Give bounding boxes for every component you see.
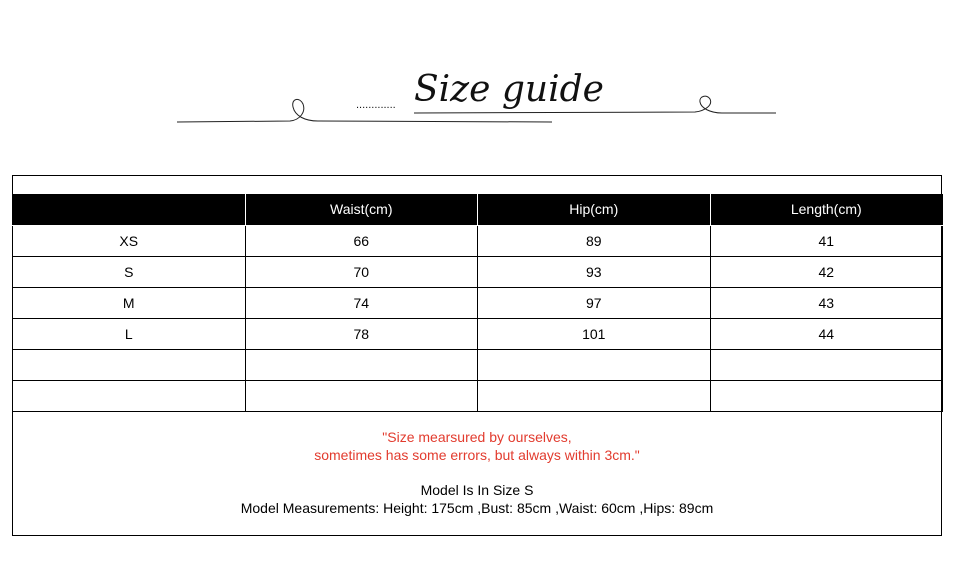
- length-cell: 42: [710, 256, 943, 287]
- table-row: [13, 287, 943, 318]
- waist-cell: 70: [245, 256, 478, 287]
- waist-cell: 66: [245, 225, 478, 256]
- empty-cell: [710, 380, 943, 411]
- table-row: [13, 225, 943, 256]
- empty-cell: [245, 380, 478, 411]
- column-header-hip: Hip(cm): [478, 194, 711, 225]
- hip-cell: 93: [478, 256, 711, 287]
- waist-cell: 78: [245, 318, 478, 349]
- size-cell: S: [13, 256, 246, 287]
- title-dots: .............: [356, 99, 396, 111]
- empty-cell: [478, 349, 711, 380]
- table-row: [13, 318, 943, 349]
- empty-cell: [245, 349, 478, 380]
- size-cell: L: [13, 318, 246, 349]
- size-table: [12, 194, 943, 412]
- length-cell: 44: [710, 318, 943, 349]
- page-title: Size guide: [414, 69, 604, 110]
- table-row-empty: [13, 380, 943, 411]
- hip-cell: 89: [478, 225, 711, 256]
- length-cell: 43: [710, 287, 943, 318]
- length-cell: 41: [710, 225, 943, 256]
- size-cell: M: [13, 287, 246, 318]
- table-header-row: [13, 194, 943, 225]
- size-notes: [12, 428, 942, 517]
- model-measurements-text: Model Measurements: Height: 175cm ,Bust: 85cm ,Waist: 60cm ,Hips: 89cm: [240, 500, 714, 516]
- size-guide-header: [0, 0, 956, 150]
- table-row: [13, 256, 943, 287]
- column-header-waist: Waist(cm): [245, 194, 478, 225]
- disclaimer-line-2: sometimes has some errors, but always within 3cm.": [314, 447, 640, 463]
- empty-cell: [478, 380, 711, 411]
- column-header: [13, 194, 246, 225]
- waist-cell: 74: [245, 287, 478, 318]
- empty-cell: [13, 349, 246, 380]
- hip-cell: 101: [478, 318, 711, 349]
- size-cell: XS: [13, 225, 246, 256]
- hip-cell: 97: [478, 287, 711, 318]
- table-row-empty: [13, 349, 943, 380]
- empty-cell: [13, 380, 246, 411]
- empty-cell: [710, 349, 943, 380]
- disclaimer-line-1: "Size mearsured by ourselves,: [382, 429, 572, 445]
- model-size-text: Model Is In Size S: [420, 482, 534, 498]
- column-header-length: Length(cm): [710, 194, 943, 225]
